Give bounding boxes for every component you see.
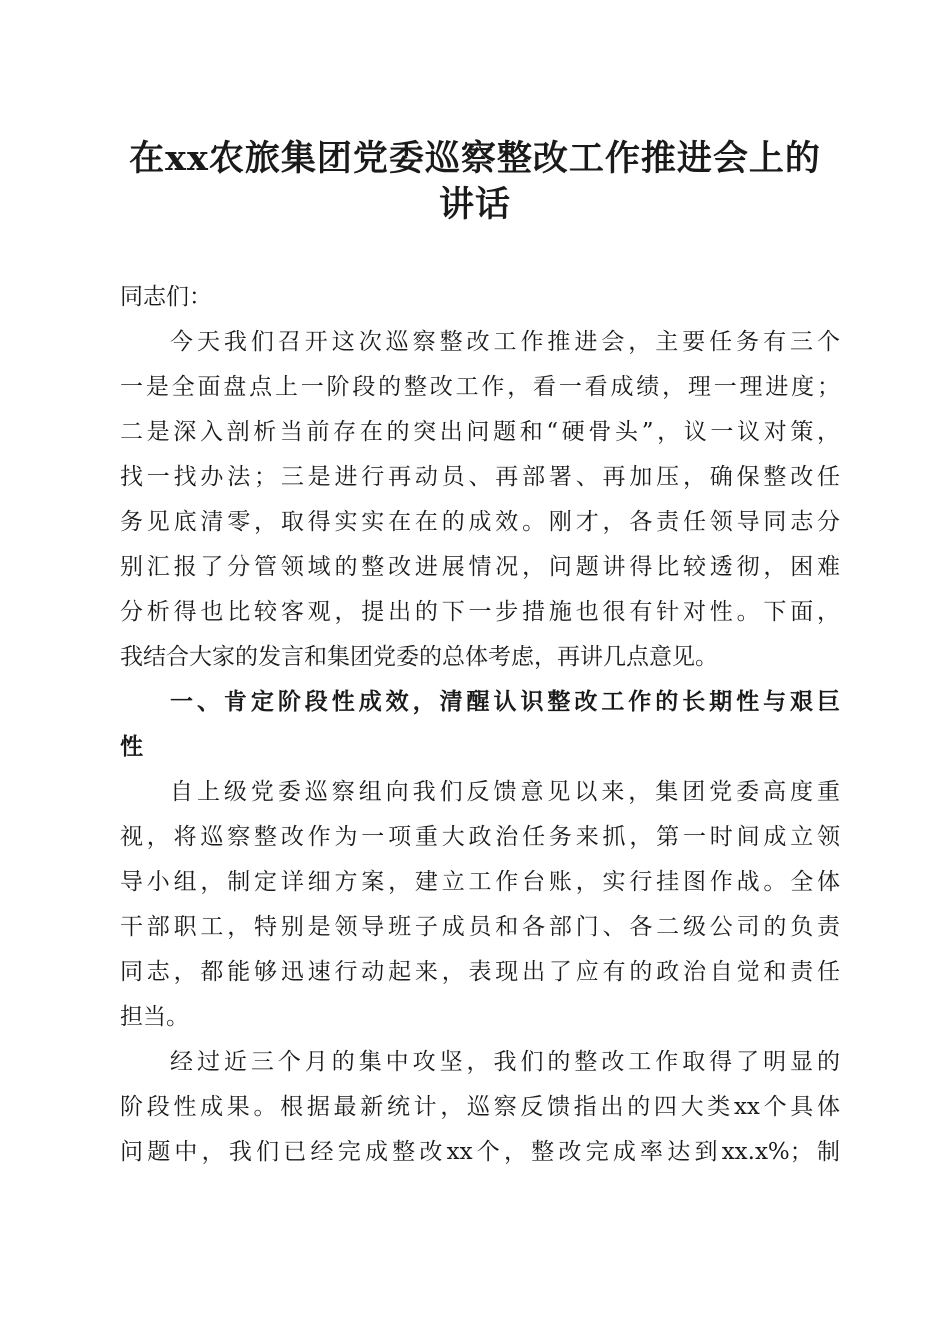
salutation: 同志们： <box>120 284 212 310</box>
paragraph-line: 今天我们召开这次巡察整改工作推进会，主要任务有三个 <box>170 329 840 355</box>
paragraph-line: 同志，都能够迅速行动起来，表现出了应有的政治自觉和责任 <box>120 959 840 985</box>
paragraph-line: 分析得也比较客观，提出的下一步措施也很有针对性。下面， <box>120 599 840 625</box>
heading-line: 性 <box>120 734 143 760</box>
paragraph-line: 二是深入剖析当前存在的突出问题和“硬骨头”，议一议对策， <box>120 419 840 445</box>
paragraph-line: 务见底清零，取得实实在在的成效。刚才，各责任领导同志分 <box>120 509 840 535</box>
heading-line: 一、肯定阶段性成效，清醒认识整改工作的长期性与艰巨 <box>170 689 840 715</box>
paragraph-line: 自上级党委巡察组向我们反馈意见以来，集团党委高度重 <box>170 779 840 805</box>
title-line-1: 在xx农旅集团党委巡察整改工作推进会上的 <box>129 138 821 179</box>
section-heading-1 <box>120 680 840 770</box>
document-body <box>120 275 840 1175</box>
paragraph-line: 经过近三个月的集中攻坚，我们的整改工作取得了明显的 <box>170 1049 840 1075</box>
paragraph-feedback <box>120 770 840 1040</box>
paragraph-line: 视，将巡察整改作为一项重大政治任务来抓，第一时间成立领 <box>120 824 840 850</box>
paragraph-line: 一是全面盘点上一阶段的整改工作，看一看成绩，理一理进度； <box>120 374 840 400</box>
paragraph-line: 阶段性成果。根据最新统计，巡察反馈指出的四大类xx个具体 <box>120 1094 840 1120</box>
paragraph-line: 问题中，我们已经完成整改xx个，整改完成率达到xx.x%；制 <box>120 1139 840 1165</box>
document-title <box>110 136 840 228</box>
title-line-2: 讲话 <box>438 184 511 225</box>
paragraph-intro <box>120 320 840 680</box>
paragraph-line: 我结合大家的发言和集团党委的总体考虑，再讲几点意见。 <box>120 644 718 670</box>
paragraph-line: 担当。 <box>120 1004 189 1030</box>
paragraph-results <box>120 1040 840 1175</box>
paragraph-line: 找一找办法；三是进行再动员、再部署、再加压，确保整改任 <box>120 464 840 490</box>
paragraph-line: 别汇报了分管领域的整改进展情况，问题讲得比较透彻，困难 <box>120 554 840 580</box>
paragraph-line: 干部职工，特别是领导班子成员和各部门、各二级公司的负责 <box>120 914 840 940</box>
paragraph-line: 导小组，制定详细方案，建立工作台账，实行挂图作战。全体 <box>120 869 840 895</box>
